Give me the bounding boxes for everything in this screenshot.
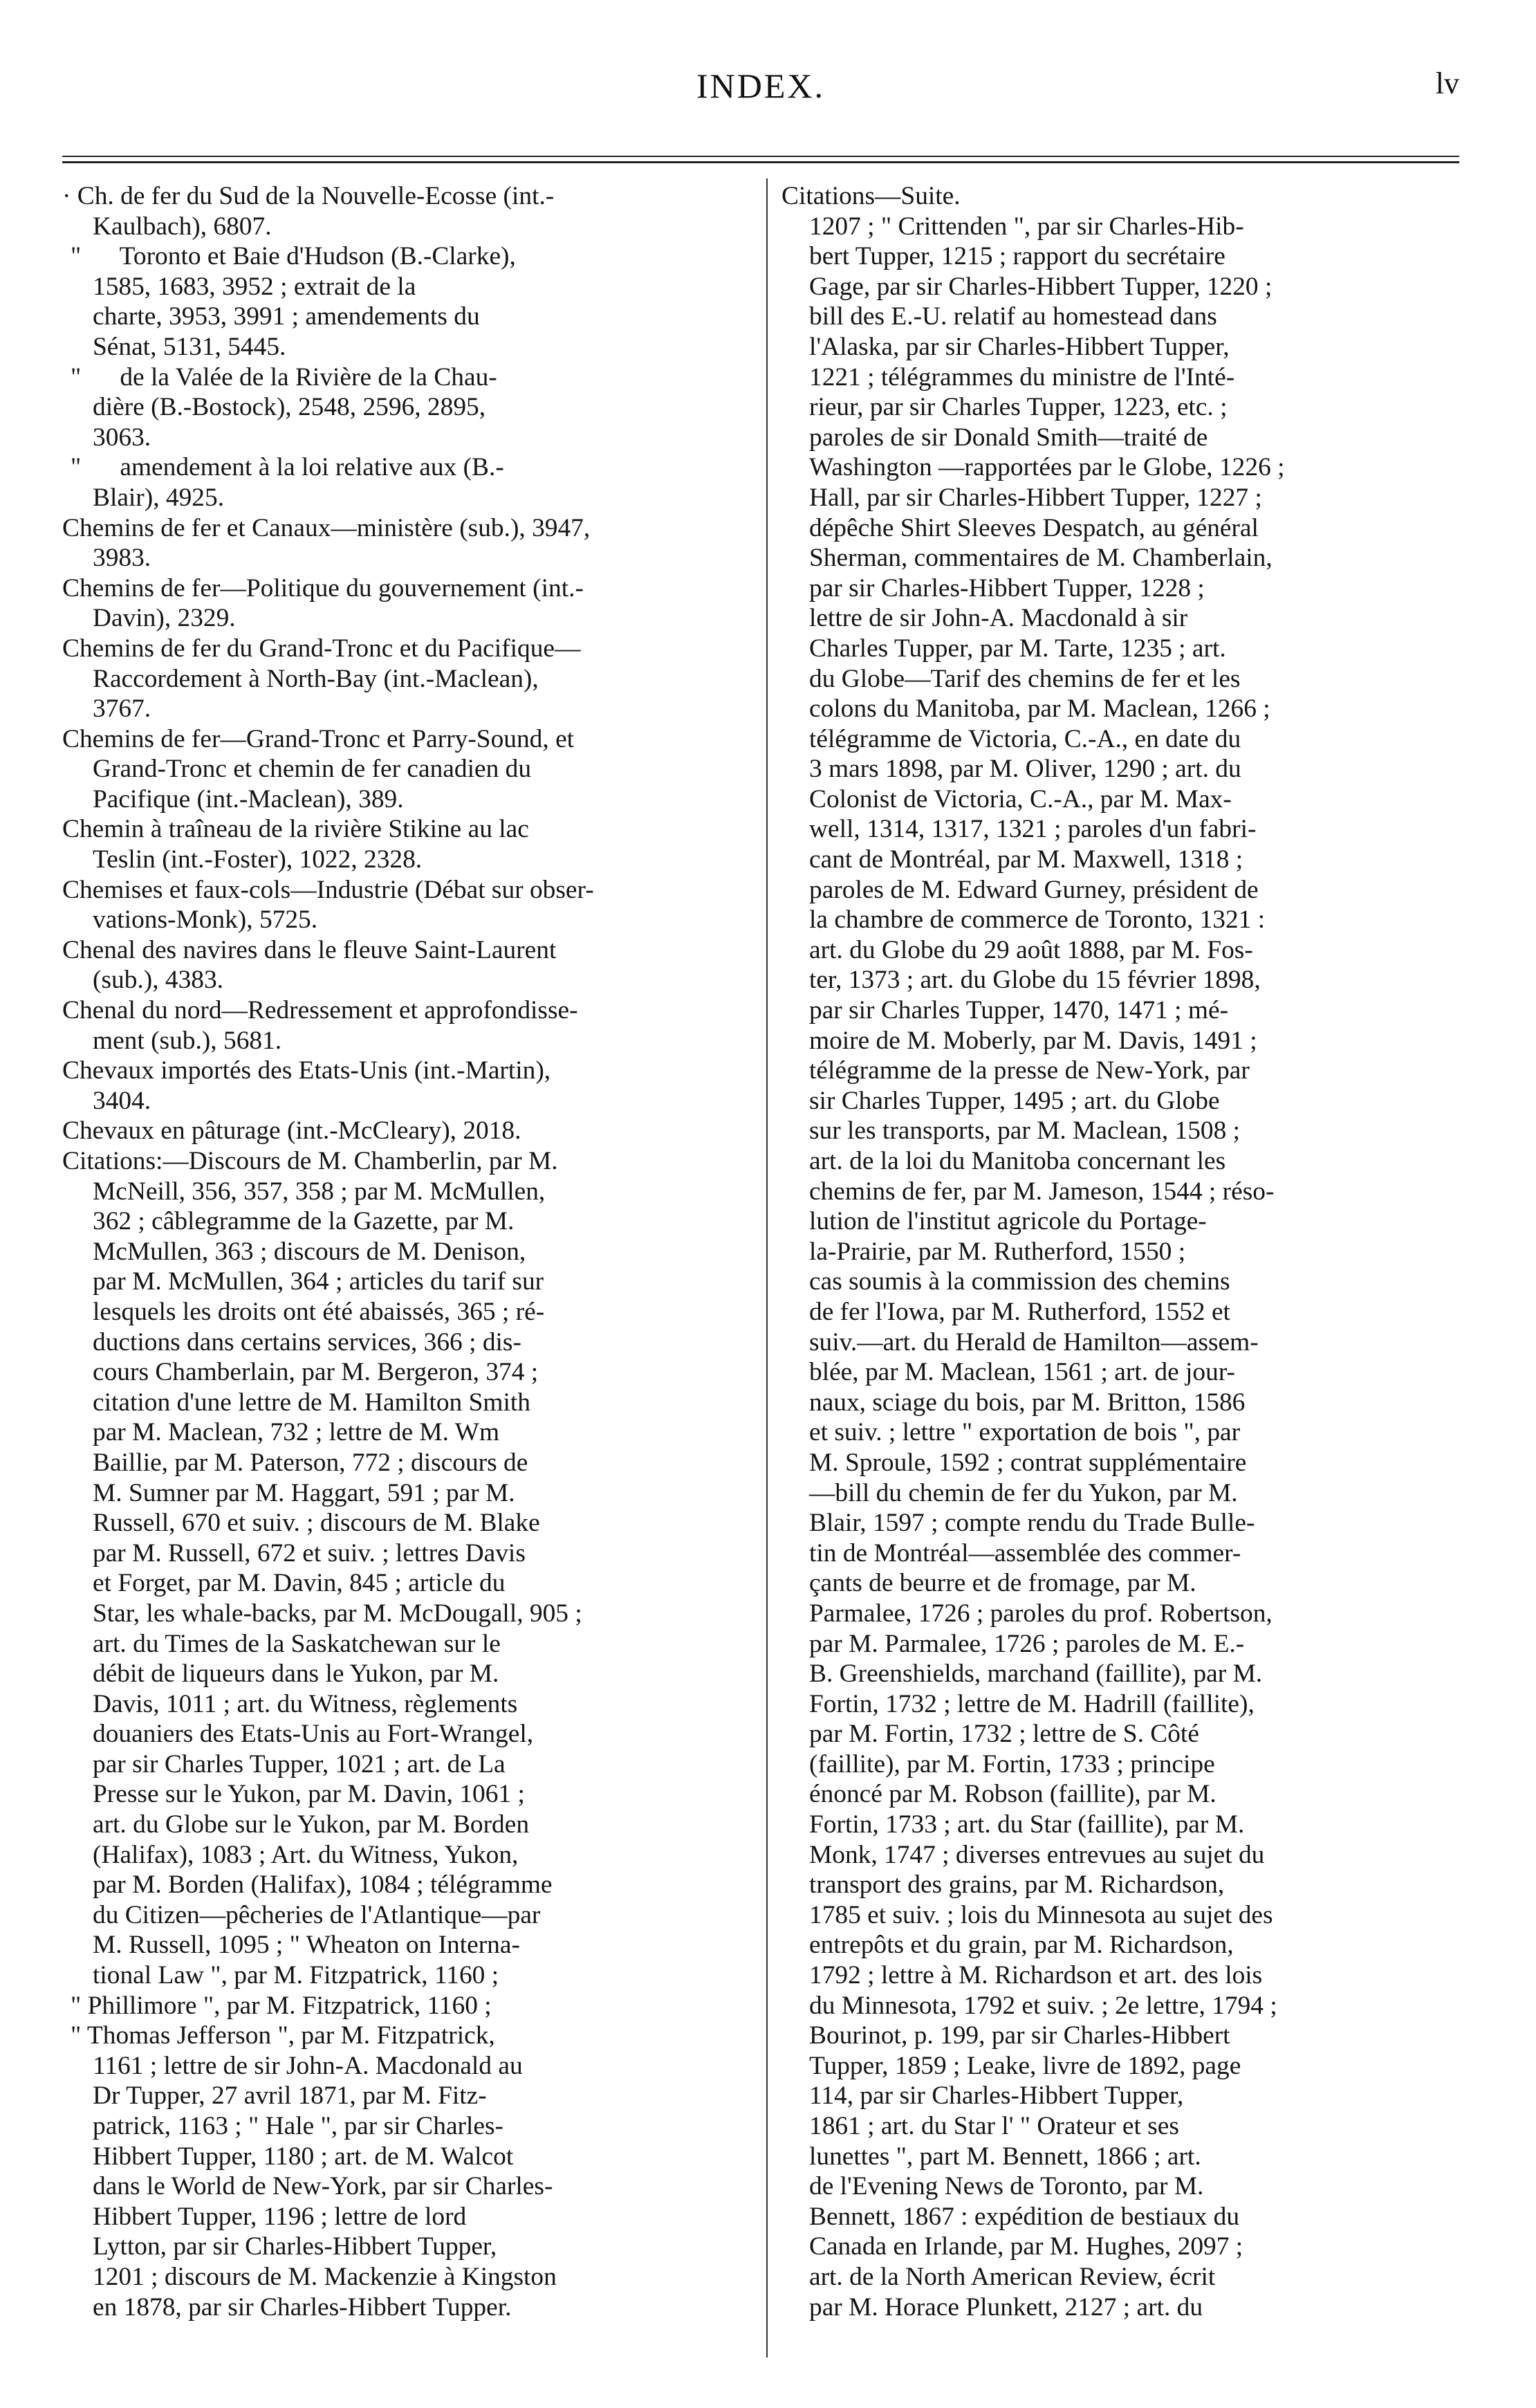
index-line: Chemin à traîneau de la rivière Stikine au lac: [62, 815, 529, 844]
index-line: 1207 ; " Crittenden ", par sir Charles-Hib-: [809, 212, 1244, 241]
index-line: par sir Charles Tupper, 1021 ; art. de La: [93, 1749, 506, 1779]
index-line: M. Sumner par M. Haggart, 591 ; par M.: [93, 1478, 515, 1507]
index-line: Bennett, 1867 : expédition de bestiaux du: [809, 2202, 1240, 2231]
index-line: Kaulbach), 6807.: [93, 212, 272, 241]
index-line: Canada en Irlande, par M. Hughes, 2097 ;: [809, 2232, 1243, 2261]
index-line: moire de M. Moberly, par M. Davis, 1491 ;: [809, 1026, 1257, 1055]
index-line: Presse sur le Yukon, par M. Davin, 1061 ;: [93, 1780, 525, 1809]
index-line: well, 1314, 1317, 1321 ; paroles d'un fabri-: [809, 815, 1257, 844]
index-line: ter, 1373 ; art. du Globe du 15 février 1898,: [809, 966, 1261, 995]
index-line: Washington —rapportées par le Globe, 1226 ;: [809, 453, 1285, 482]
index-line: · Ch. de fer du Sud de la Nouvelle-Ecosse (int.-: [62, 182, 555, 210]
index-line: Davin), 2329.: [93, 604, 236, 633]
index-line: çants de beurre et de fromage, par M.: [809, 1569, 1196, 1598]
index-line: —bill du chemin de fer du Yukon, par M.: [809, 1478, 1238, 1507]
index-line: lesquels les droits ont été abaissés, 365 ; ré-: [93, 1297, 545, 1326]
index-line: par M. Horace Plunkett, 2127 ; art. du: [809, 2292, 1203, 2322]
index-line: Bourinot, p. 199, par sir Charles-Hibbert: [809, 2021, 1230, 2050]
index-line: et Forget, par M. Davin, 845 ; article du: [93, 1569, 506, 1598]
left-column: [62, 181, 743, 2322]
index-line: Chemins de fer du Grand-Tronc et du Pacifique—: [62, 634, 581, 663]
index-line: Hall, par sir Charles-Hibbert Tupper, 1227 ;: [809, 483, 1262, 512]
index-line: dépêche Shirt Sleeves Despatch, au général: [809, 513, 1259, 542]
index-line: naux, sciage du bois, par M. Britton, 1586: [809, 1388, 1246, 1417]
page-number: lv: [1435, 66, 1459, 100]
page-title: INDEX.: [696, 66, 826, 105]
index-line: Colonist de Victoria, C.-A., par M. Max-: [809, 784, 1232, 814]
index-line: 114, par sir Charles-Hibbert Tupper,: [809, 2081, 1184, 2111]
index-line: Dr Tupper, 27 avril 1871, par M. Fitz-: [93, 2081, 487, 2111]
index-line: art. du Times de la Saskatchewan sur le: [93, 1629, 501, 1658]
index-line: bill des E.-U. relatif au homestead dans: [809, 302, 1217, 331]
index-line: cas soumis à la commission des chemins: [809, 1267, 1230, 1296]
index-line: de fer l'Iowa, par M. Rutherford, 1552 et: [809, 1297, 1230, 1326]
index-line: télégramme de la presse de New-York, par: [809, 1056, 1250, 1085]
index-line: ductions dans certains services, 366 ; dis-: [93, 1327, 521, 1357]
index-line: tin de Montréal—assemblée des commer-: [809, 1538, 1241, 1568]
index-line: citation d'une lettre de M. Hamilton Smith: [93, 1388, 530, 1417]
index-line: " Thomas Jefferson ", par M. Fitzpatrick,: [71, 2021, 495, 2050]
index-line: entrepôts et du grain, par M. Richardson,: [809, 1931, 1234, 1960]
index-line: tional Law ", par M. Fitzpatrick, 1160 ;: [93, 1961, 499, 1990]
index-line: télégramme de Victoria, C.-A., en date du: [809, 724, 1241, 753]
index-line: " Phillimore ", par M. Fitzpatrick, 1160 ;: [71, 1991, 492, 2020]
index-line: la chambre de commerce de Toronto, 1321 :: [809, 906, 1266, 935]
index-line: Russell, 670 et suiv. ; discours de M. Blake: [93, 1509, 540, 1538]
index-line: 3063.: [93, 423, 151, 452]
index-line: Hibbert Tupper, 1180 ; art. de M. Walcot: [93, 2142, 514, 2171]
index-line: Monk, 1747 ; diverses entrevues au sujet du: [809, 1840, 1265, 1869]
page-header: [62, 66, 1459, 121]
index-line: art. du Globe du 29 août 1888, par M. Fos-: [809, 935, 1253, 964]
index-line: du Globe—Tarif des chemins de fer et les: [809, 664, 1241, 693]
index-line: " de la Valée de la Rivière de la Chau-: [71, 362, 497, 392]
index-line: Chemins de fer—Politique du gouvernement (int.-: [62, 573, 584, 603]
index-line: lettre de sir John-A. Macdonald à sir: [809, 604, 1188, 633]
index-line: M. Sproule, 1592 ; contrat supplémentaire: [809, 1448, 1247, 1477]
index-line: Fortin, 1733 ; art. du Star (faillite), par M.: [809, 1810, 1245, 1839]
index-line: cant de Montréal, par M. Maxwell, 1318 ;: [809, 845, 1243, 874]
index-line: (sub.), 4383.: [93, 966, 224, 995]
index-line: paroles de sir Donald Smith—traité de: [809, 423, 1208, 452]
index-line: du Citizen—pêcheries de l'Atlantique—par: [93, 1900, 541, 1929]
index-line: Chemins de fer et Canaux—ministère (sub.), 3947,: [62, 513, 591, 542]
index-line: Charles Tupper, par M. Tarte, 1235 ; art.: [809, 634, 1226, 663]
right-column: [781, 181, 1463, 2322]
index-line: dière (B.-Bostock), 2548, 2596, 2895,: [93, 393, 486, 422]
index-line: Hibbert Tupper, 1196 ; lettre de lord: [93, 2202, 467, 2231]
column-divider: [766, 178, 768, 2358]
index-line: Chevaux importés des Etats-Unis (int.-Martin),: [62, 1056, 551, 1085]
index-line: art. du Globe sur le Yukon, par M. Borden: [93, 1810, 530, 1839]
index-line: Grand-Tronc et chemin de fer canadien du: [93, 755, 532, 784]
index-line: 3767.: [93, 695, 151, 724]
index-line: Sénat, 5131, 5445.: [93, 332, 286, 361]
index-line: Blair, 1597 ; compte rendu du Trade Bulle-: [809, 1509, 1255, 1538]
index-line: chemins de fer, par M. Jameson, 1544 ; réso-: [809, 1177, 1275, 1206]
index-line: 1785 et suiv. ; lois du Minnesota au sujet des: [809, 1900, 1273, 1929]
index-line: cours Chamberlain, par M. Bergeron, 374 ;: [93, 1358, 539, 1387]
index-line: Teslin (int.-Foster), 1022, 2328.: [93, 845, 423, 874]
index-line: par sir Charles Tupper, 1470, 1471 ; mé-: [809, 996, 1229, 1025]
index-line: patrick, 1163 ; " Hale ", par sir Charles-: [93, 2112, 503, 2140]
index-line: par M. Fortin, 1732 ; lettre de S. Côté: [809, 1720, 1199, 1749]
index-line: Pacifique (int.-Maclean), 389.: [93, 784, 404, 814]
index-line: 3 mars 1898, par M. Oliver, 1290 ; art. du: [809, 755, 1241, 784]
index-line: de l'Evening News de Toronto, par M.: [809, 2172, 1204, 2201]
index-line: Tupper, 1859 ; Leake, livre de 1892, page: [809, 2051, 1241, 2080]
index-line: suiv.—art. du Herald de Hamilton—assem-: [809, 1327, 1259, 1357]
index-line: Sherman, commentaires de M. Chamberlain,: [809, 544, 1273, 573]
index-line: Chevaux en pâturage (int.-McCleary), 2018.: [62, 1116, 521, 1146]
index-line: bert Tupper, 1215 ; rapport du secrétaire: [809, 242, 1225, 271]
index-line: lution de l'institut agricole du Portage-: [809, 1207, 1207, 1236]
index-line: dans le World de New-York, par sir Charles-: [93, 2172, 553, 2201]
header-rule-bottom: [62, 161, 1459, 163]
index-line: Blair), 4925.: [93, 483, 225, 512]
index-line: charte, 3953, 3991 ; amendements du: [93, 302, 480, 331]
index-line: art. de la North American Review, écrit: [809, 2262, 1216, 2291]
index-line: paroles de M. Edward Gurney, président de: [809, 875, 1259, 904]
index-line: 1585, 1683, 3952 ; extrait de la: [93, 272, 416, 301]
index-line: par M. Parmalee, 1726 ; paroles de M. E.-: [809, 1629, 1245, 1658]
index-line: par M. Borden (Halifax), 1084 ; télégramme: [93, 1871, 553, 1900]
index-line: par M. Maclean, 732 ; lettre de M. Wm: [93, 1418, 500, 1447]
index-line: sur les transports, par M. Maclean, 1508 ;: [809, 1116, 1241, 1146]
index-line: (faillite), par M. Fortin, 1733 ; principe: [809, 1749, 1215, 1779]
index-line: sir Charles Tupper, 1495 ; art. du Globe: [809, 1086, 1220, 1115]
index-line: par M. Russell, 672 et suiv. ; lettres Davis: [93, 1538, 526, 1568]
index-line: Chemises et faux-cols—Industrie (Débat sur obser-: [62, 875, 594, 904]
index-line: et suiv. ; lettre " exportation de bois ", par: [809, 1418, 1241, 1447]
index-line: 1161 ; lettre de sir John-A. Macdonald au: [93, 2051, 523, 2080]
index-line: Citations—Suite.: [781, 182, 961, 210]
index-line: lunettes ", part M. Bennett, 1866 ; art.: [809, 2142, 1201, 2171]
index-line: colons du Manitoba, par M. Maclean, 1266 ;: [809, 695, 1270, 724]
index-line: Chemins de fer—Grand-Tronc et Parry-Sound, et: [62, 724, 575, 753]
index-line: blée, par M. Maclean, 1561 ; art. de jour-: [809, 1358, 1235, 1387]
index-line: (Halifax), 1083 ; Art. du Witness, Yukon,: [93, 1840, 519, 1869]
header-rule-top: [62, 156, 1459, 157]
index-line: rieur, par sir Charles Tupper, 1223, etc. ;: [809, 393, 1228, 422]
index-line: ment (sub.), 5681.: [93, 1026, 282, 1055]
index-line: Fortin, 1732 ; lettre de M. Hadrill (faillite),: [809, 1689, 1255, 1718]
index-line: par sir Charles-Hibbert Tupper, 1228 ;: [809, 573, 1205, 603]
index-line: art. de la loi du Manitoba concernant les: [809, 1147, 1226, 1175]
index-line: 1201 ; discours de M. Mackenzie à Kingston: [93, 2262, 557, 2291]
index-line: 1792 ; lettre à M. Richardson et art. des lois: [809, 1961, 1263, 1990]
index-line: 1221 ; télégrammes du ministre de l'Inté-: [809, 362, 1235, 392]
index-line: Gage, par sir Charles-Hibbert Tupper, 1220 ;: [809, 272, 1273, 301]
index-line: douaniers des Etats-Unis au Fort-Wrangel,: [93, 1720, 534, 1749]
index-line: Baillie, par M. Paterson, 772 ; discours de: [93, 1448, 528, 1477]
index-line: débit de liqueurs dans le Yukon, par M.: [93, 1660, 499, 1689]
index-line: la-Prairie, par M. Rutherford, 1550 ;: [809, 1237, 1186, 1266]
index-line: vations-Monk), 5725.: [93, 906, 318, 935]
index-line: " amendement à la loi relative aux (B.-: [71, 453, 504, 482]
index-line: Lytton, par sir Charles-Hibbert Tupper,: [93, 2232, 497, 2261]
index-line: par M. McMullen, 364 ; articles du tarif sur: [93, 1267, 544, 1296]
index-line: Parmalee, 1726 ; paroles du prof. Robertson,: [809, 1599, 1273, 1628]
index-line: 3983.: [93, 544, 151, 573]
index-line: 362 ; câblegramme de la Gazette, par M.: [93, 1207, 515, 1236]
index-line: B. Greenshields, marchand (faillite), par M.: [809, 1660, 1263, 1689]
index-line: Chenal du nord—Redressement et approfondisse-: [62, 996, 578, 1025]
index-line: du Minnesota, 1792 et suiv. ; 2e lettre, 1794 ;: [809, 1991, 1277, 2020]
index-line: Raccordement à North-Bay (int.-Maclean),: [93, 664, 539, 693]
index-line: l'Alaska, par sir Charles-Hibbert Tupper,: [809, 332, 1230, 361]
index-line: 3404.: [93, 1086, 151, 1115]
index-line: transport des grains, par M. Richardson,: [809, 1871, 1225, 1900]
index-line: 1861 ; art. du Star l' " Orateur et ses: [809, 2112, 1179, 2140]
index-line: Davis, 1011 ; art. du Witness, règlements: [93, 1689, 518, 1718]
index-line: McNeill, 356, 357, 358 ; par M. McMullen,: [93, 1177, 546, 1206]
index-line: Chenal des navires dans le fleuve Saint-Laurent: [62, 935, 557, 964]
index-line: en 1878, par sir Charles-Hibbert Tupper.: [93, 2292, 512, 2322]
index-line: M. Russell, 1095 ; " Wheaton on Interna-: [93, 1931, 520, 1960]
index-line: Star, les whale-backs, par M. McDougall, 905 ;: [93, 1599, 582, 1628]
index-line: énoncé par M. Robson (faillite), par M.: [809, 1780, 1216, 1809]
index-line: McMullen, 363 ; discours de M. Denison,: [93, 1237, 526, 1266]
index-line: " Toronto et Baie d'Hudson (B.-Clarke),: [71, 242, 516, 271]
index-line: Citations:—Discours de M. Chamberlin, par M.: [62, 1147, 558, 1175]
